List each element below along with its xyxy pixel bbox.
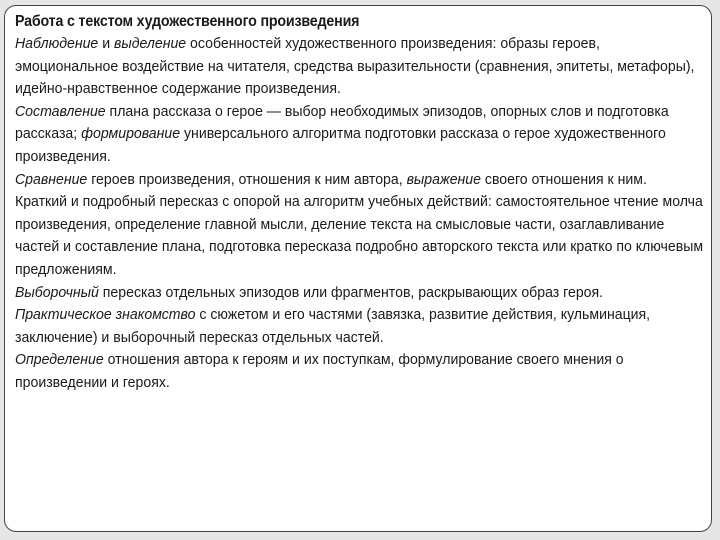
emphasis-term: Определение — [15, 351, 104, 369]
paragraph-text: пересказ отдельных эпизодов или фрагментов, раскрывающих образ героя. — [98, 283, 604, 301]
paragraph-text: плана рассказа о герое — выбор необходимых эпизодов, опорных слов и подготовка рассказа; — [15, 102, 669, 143]
emphasis-term: Сравнение — [15, 170, 88, 188]
emphasis-term: Наблюдение — [15, 35, 99, 52]
slide-frame — [4, 5, 712, 532]
emphasis-term: выражение — [406, 170, 481, 188]
paragraph-text: с сюжетом и его частями (завязка, развитие действия, кульминация, заключение) и выборочный пересказ отдельных частей. — [15, 306, 651, 346]
paragraph-text: универсального алгоритма подготовки рассказа о герое художественного произведения. — [15, 125, 666, 165]
paragraph-selective — [15, 282, 707, 305]
paragraph-comparison — [15, 169, 707, 192]
paragraph-text: Краткий и подробный пересказ с опорой на алгоритм учебных действий: самостоятельное чтение молча произведения, определение главной мысли, деление текста на смысловые части, озаглавливание частей и составление плана, подготовка пересказа подробно авторского текста или кратко по ключевым предложениям. — [15, 193, 704, 278]
paragraph-retelling — [15, 191, 707, 281]
paragraph-definition — [15, 349, 707, 394]
paragraph-text: особенностей художественного произведения: образы героев, эмоциональное воздействие на читателя, средства выразительности (сравнения, эпитеты, метафоры), идейно-нравственное содержание произведения. — [15, 35, 695, 98]
paragraph-observation — [15, 33, 707, 101]
paragraph-text: и — [98, 35, 114, 52]
paragraph-text: героев произведения, отношения к ним автора, — [87, 170, 407, 188]
emphasis-term: Составление — [15, 102, 106, 120]
emphasis-term: Практическое знакомство — [15, 306, 196, 324]
emphasis-term: выделение — [113, 35, 187, 52]
paragraph-practical — [15, 304, 707, 349]
emphasis-term: формирование — [81, 125, 181, 143]
paragraph-composition — [15, 101, 707, 169]
paragraph-text: своего отношения к ним. — [480, 170, 647, 188]
slide-content — [5, 6, 711, 395]
paragraph-text: отношения автора к героям и их поступкам, формулирование своего мнения о произведении и героях. — [15, 351, 624, 391]
emphasis-term: Выборочный — [15, 283, 99, 301]
slide-title: Работа с текстом художественного произведения — [15, 13, 360, 30]
